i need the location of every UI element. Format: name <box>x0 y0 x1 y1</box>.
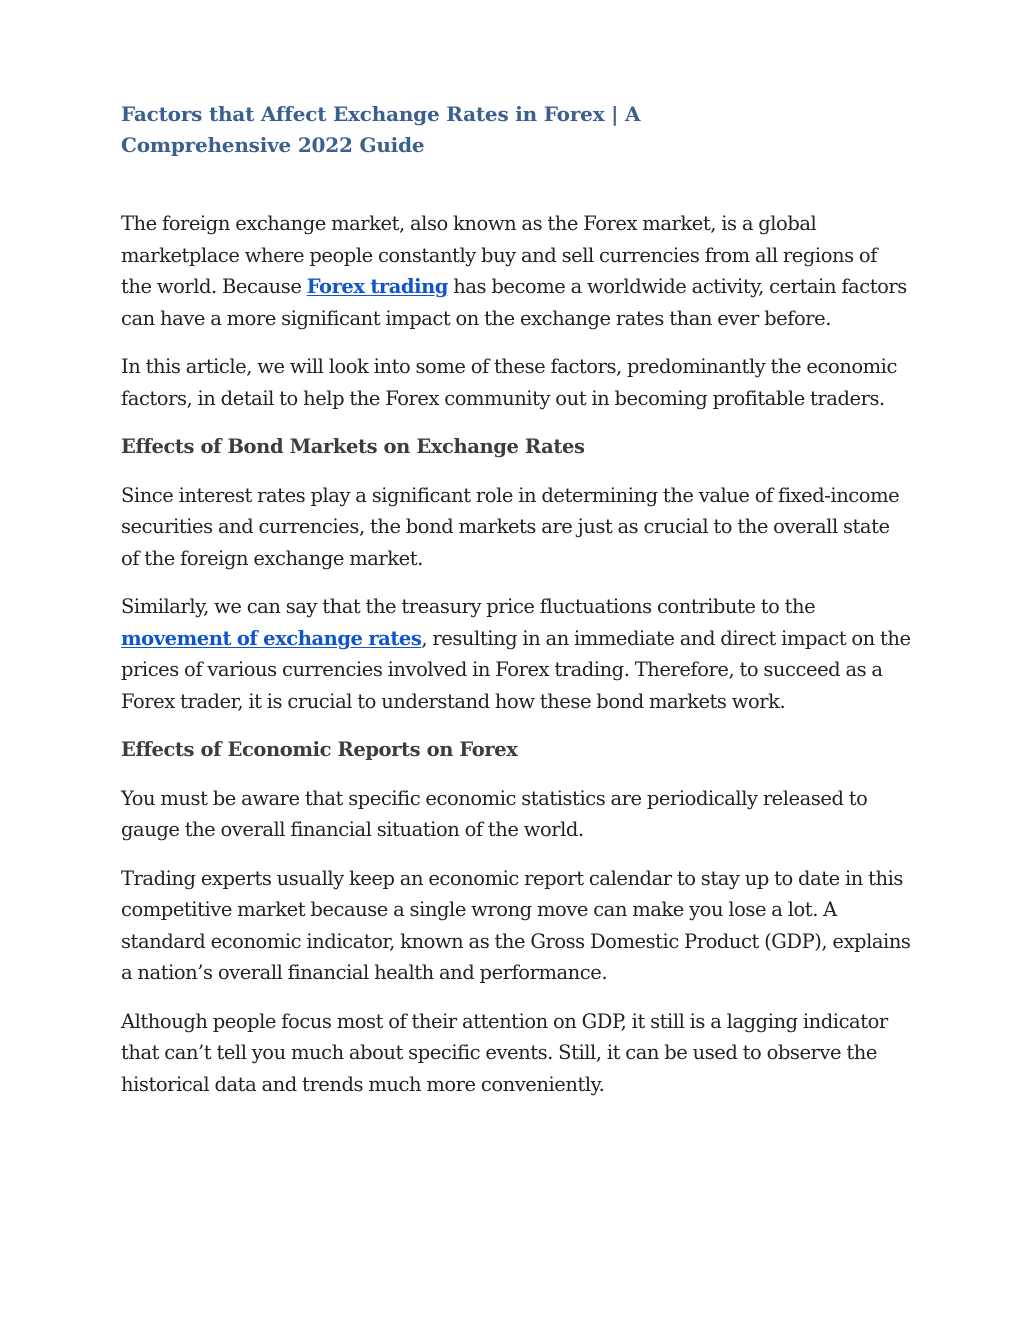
document-page <box>121 99 911 1100</box>
economic-paragraph-1: You must be aware that specific economic statistics are periodically released to gauge the overall financial situation of the world. <box>121 786 868 841</box>
intro-paragraph-1 <box>121 208 911 334</box>
economic-paragraph-3: Although people focus most of their attention on GDP, it still is a lagging indicator that can’t tell you much about specific events. Still, it can be used to observe the historical data and trends much more conveniently. <box>121 1009 888 1096</box>
bond-2-text-after: , resulting in an immediate and direct impact on the prices of various currencies involved in Forex trading. Therefore, to succeed as a Forex trader, it is crucial to understand how these bond markets work. <box>121 626 911 713</box>
movement-of-exchange-rates-link[interactable]: movement of exchange rates <box>121 626 422 650</box>
economic-reports-heading: Effects of Economic Reports on Forex <box>121 738 518 761</box>
intro-paragraph-2: In this article, we will look into some of these factors, predominantly the economic factors, in detail to help the Forex community out in becoming profitable traders. <box>121 355 897 410</box>
bond-2-text-before: Similarly, we can say that the treasury price fluctuations contribute to the <box>121 595 816 618</box>
document-title: Factors that Affect Exchange Rates in Forex | A Comprehensive 2022 Guide <box>121 102 641 157</box>
bond-paragraph-1: Since interest rates play a significant role in determining the value of fixed-income securities and currencies, the bond markets are just as crucial to the overall state of the foreign exchange market. <box>121 483 900 570</box>
intro-1-text-before: The foreign exchange market, also known as the Forex market, is a global marketplace where people constantly buy and sell currencies from all regions of the world. Because <box>121 212 877 298</box>
bond-paragraph-2 <box>121 591 911 717</box>
bond-markets-heading: Effects of Bond Markets on Exchange Rates <box>121 435 585 458</box>
intro-1-text-after: has become a worldwide activity, certain factors can have a more significant impact on the exchange rates than ever before. <box>121 275 907 330</box>
forex-trading-link[interactable]: Forex trading <box>306 275 448 298</box>
economic-paragraph-2: Trading experts usually keep an economic report calendar to stay up to date in this competitive market because a single wrong move can make you lose a lot. A standard economic indicator, known as the Gross Domestic Product (GDP), explains a nation’s overall financial health and performance. <box>121 866 911 984</box>
